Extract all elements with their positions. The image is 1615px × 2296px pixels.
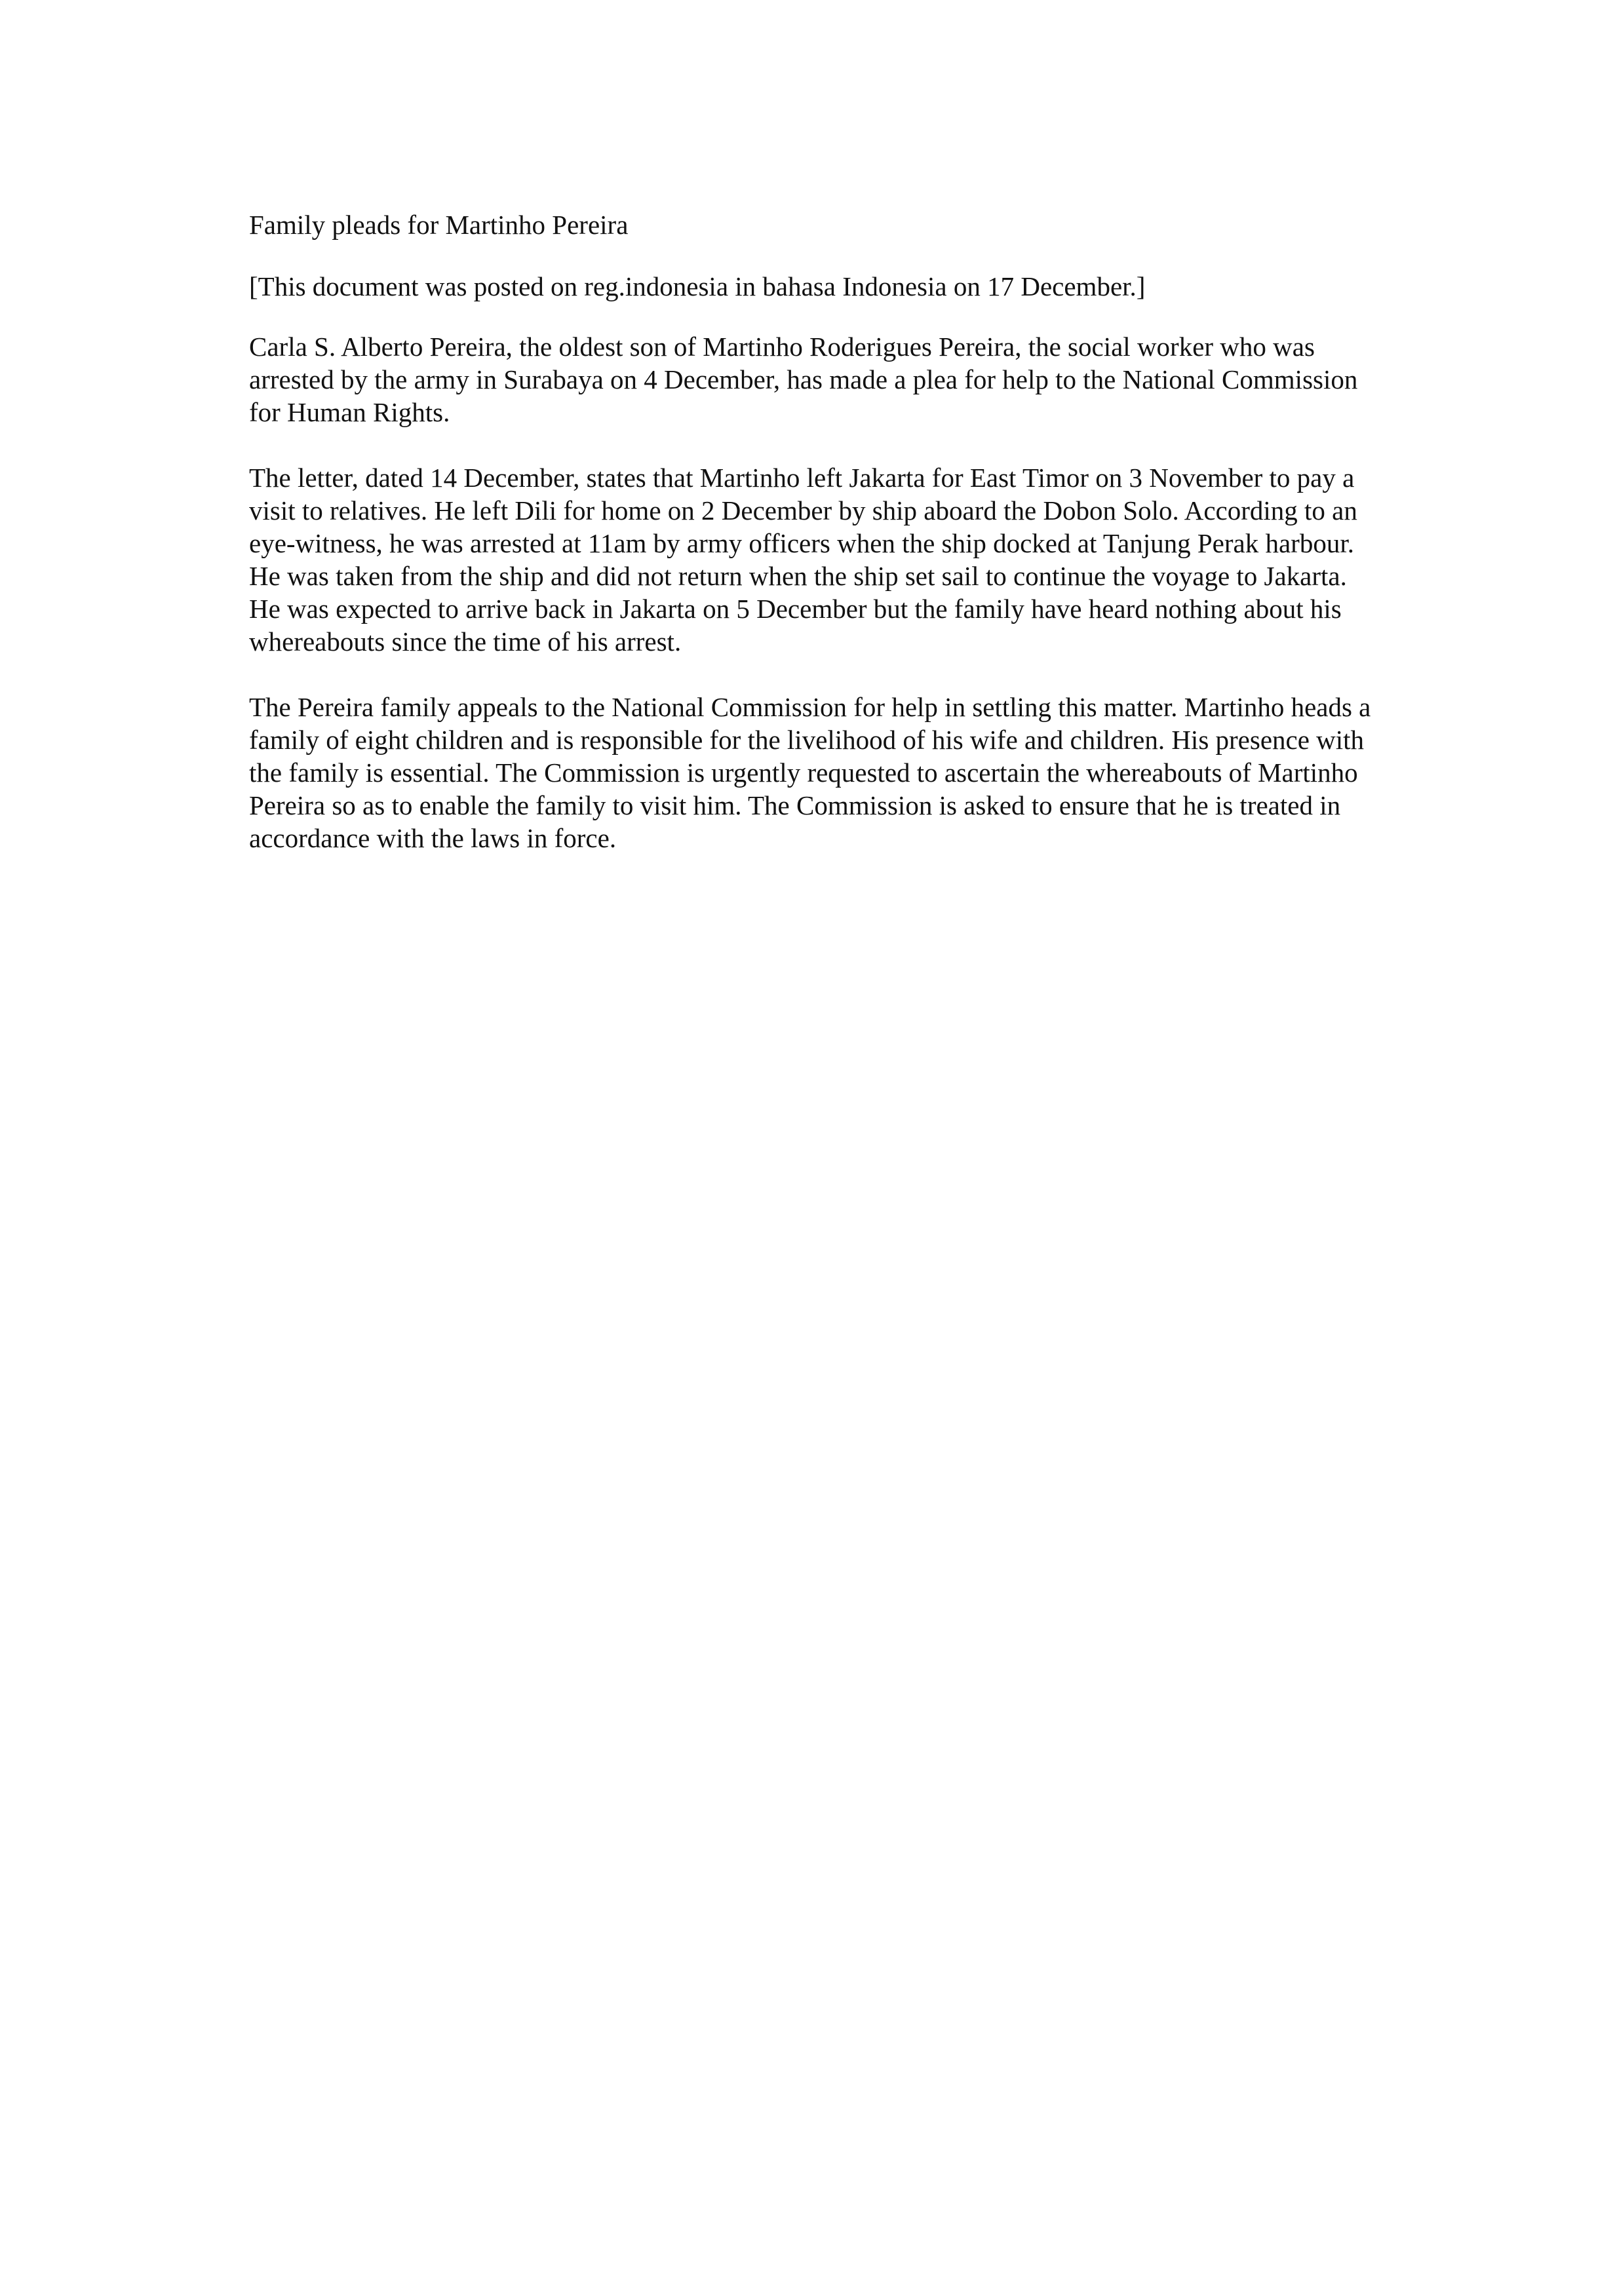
paragraph-appeal: The Pereira family appeals to the National Commission for help in settling this matter. Martinho heads a family of eight children and is responsible for the livelihood of his wife and children. His presence with the family is essential. The Commission is urgently requested to ascertain the whereabouts of Martinho Pereira so as to enable the family to visit him. The Commission is asked to ensure that he is treated in accordance with the laws in force. (249, 692, 1371, 853)
document-title: Family pleads for Martinho Pereira (249, 210, 629, 240)
document-body (249, 208, 1383, 887)
paragraph-letter: The letter, dated 14 December, states that Martinho left Jakarta for East Timor on 3 November to pay a visit to relatives. He left Dili for home on 2 December by ship aboard the Dobon Solo. According to an eye-witness, he was arrested at 11am by army officers when the ship docked at Tanjung Perak harbour. He was taken from the ship and did not return when the ship set sail to continue the voyage to Jakarta. He was expected to arrive back in Jakarta on 5 December but the family have heard nothing about his whereabouts since the time of his arrest. (249, 463, 1357, 657)
paragraph-plea: Carla S. Alberto Pereira, the oldest son of Martinho Roderigues Pereira, the social worker who was arrested by the army in Surabaya on 4 December, has made a plea for help to the National Commission for Human Rights. (249, 332, 1358, 427)
document-note: [This document was posted on reg.indonesia in bahasa Indonesia on 17 December.] (249, 271, 1146, 301)
